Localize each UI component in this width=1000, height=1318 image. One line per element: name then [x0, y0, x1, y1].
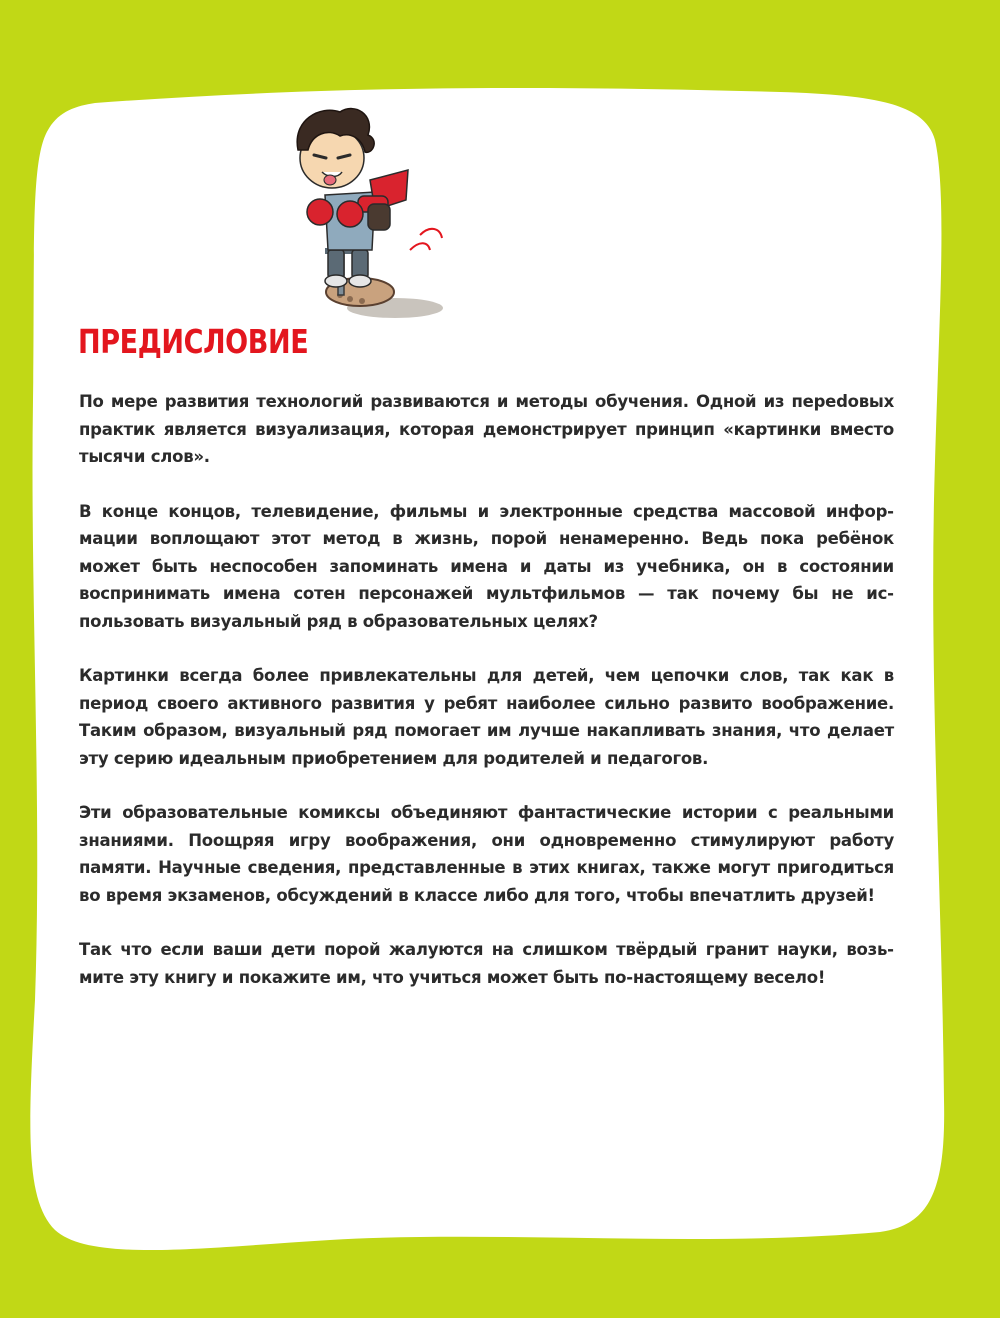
- page-title: ПРЕДИСЛОВИЕ: [78, 322, 309, 361]
- preface-text: [79, 388, 894, 1018]
- paragraph: Эти образовательные комиксы объединяют фантастические истории с реальными знаниями. Поощряя игру воображения, они одновременно стимулируют работу памяти. Научные сведения, представленные в этих книгах, также могут пригодиться во время экзаменов, обсуждений в классе либо для того, чтобы впечатлить друзей!: [79, 803, 894, 905]
- cartoon-boy-pogo-stick-icon: [270, 100, 470, 330]
- glove-left: [307, 199, 333, 225]
- paragraph: Картинки всегда более привлекательны для детей, чем цепочки слов, так как в период своего активного развития у ребят наиболее сильно развито воображение. Таким образом, визуальный ряд помогает им лучше накапливать знания, что делает эту серию идеальным приобретением для родителей и педагогов.: [79, 666, 894, 768]
- motion-lines: [420, 229, 442, 238]
- glove-right: [337, 201, 363, 227]
- paragraph: В конце концов, телевидение, фильмы и электронные средства массовой информации воплощают этот метод в жизнь, порой ненамеренно. Ведь пока ребёнок может быть неспособен запоминать имена и даты из учебника, он в состоянии воспринимать имена сотен персонажей мультфильмов — так почему бы не использовать визуальный ряд в образовательных целях?: [79, 501, 894, 631]
- paragraph: Так что если ваши дети порой жалуются на слишком твёрдый гранит науки, возьмите эту книгу и покажите им, что учиться может быть по-настоящему весело!: [79, 940, 894, 987]
- paragraph: По мере развития технологий развиваются и методы обучения. Одной из переdовых практик является визуализация, которая демонстрирует принцип «картинки вместо тысячи слов».: [79, 392, 894, 466]
